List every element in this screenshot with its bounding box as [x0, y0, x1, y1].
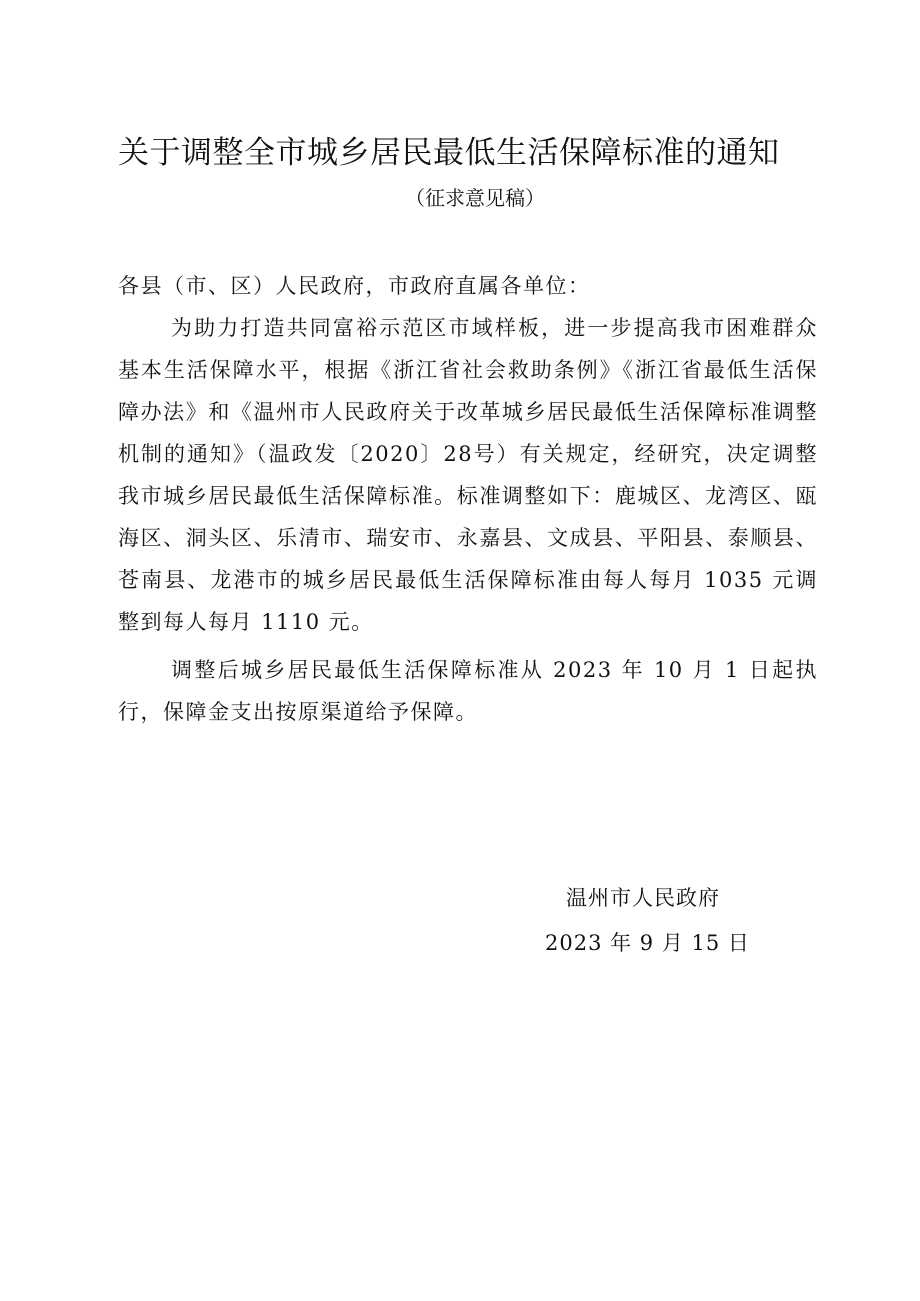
- signature-date: 2023 年 9 月 15 日: [545, 931, 750, 955]
- paragraph-2: 调整后城乡居民最低生活保障标准从 2023 年 10 月 1 日起执行，保障金支出按原渠道给予保障。: [118, 658, 818, 724]
- paragraph-1: 为助力打造共同富裕示范区市域样板，进一步提高我市困难群众基本生活保障水平，根据《浙江省社会救助条例》《浙江省最低生活保障办法》和《温州市人民政府关于改革城乡居民最低生活保障标准调整机制的通知》（温政发〔2020〕28号）有关规定，经研究，决定调整我市城乡居民最低生活保障标准。标准调整如下：鹿城区、龙湾区、瓯海区、洞头区、乐清市、瑞安市、永嘉县、文成县、平阳县、泰顺县、苍南县、龙港市的城乡居民最低生活保障标准由每人每月 1035 元调整到每人每月 1110 元。: [118, 316, 818, 634]
- document-body: [118, 265, 818, 739]
- salutation: 各县（市、区）人民政府，市政府直属各单位：: [118, 274, 591, 298]
- signature-organization: 温州市人民政府: [566, 886, 720, 910]
- document-subtitle: （征求意见稿）: [405, 186, 545, 210]
- document-title: 关于调整全市城乡居民最低生活保障标准的通知: [118, 135, 780, 171]
